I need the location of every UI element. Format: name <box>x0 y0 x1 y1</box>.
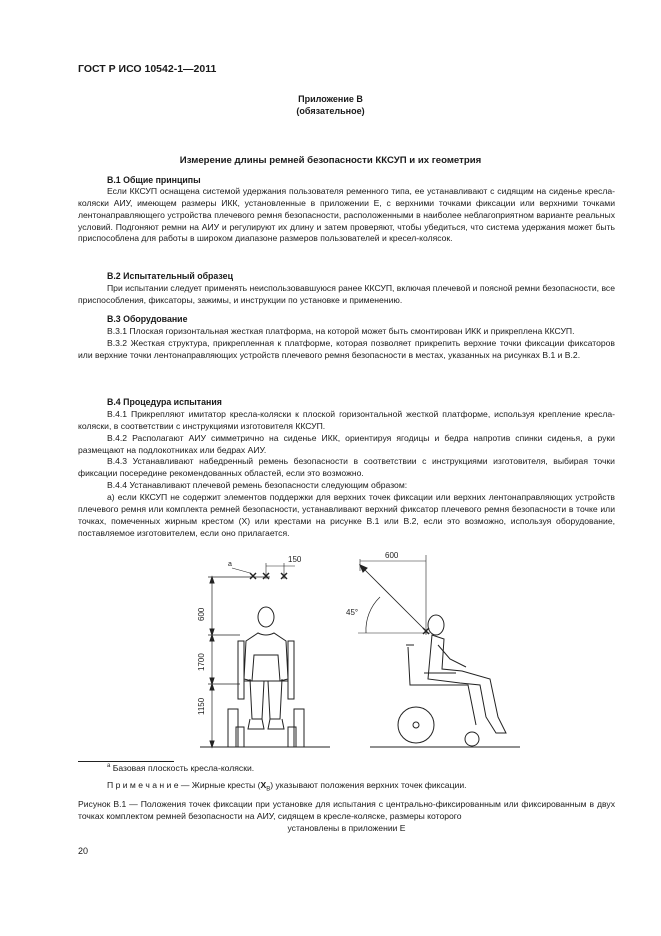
paragraph: В.4.1 Прикрепляют имитатор кресла-коляски к плоской горизонтальной жесткой платформе, используя крепление кресла-коляски, в соответствии с инструкциями изготовителя ККСУП. <box>78 409 615 431</box>
footnote-rule <box>78 761 174 762</box>
section-heading-b1: В.1 Общие принципы <box>107 175 201 185</box>
note-label: П р и м е ч а н и е <box>107 780 179 790</box>
footnote <box>107 763 254 775</box>
angle-line <box>360 565 428 633</box>
paragraph: В.3.1 Плоская горизонтальная жесткая платформа, на которой может быть смонтирован ИКК и прикреплена ККСУП. <box>107 326 575 336</box>
figure-b1 <box>180 549 600 754</box>
footnote-text: Базовая плоскость кресла-коляски. <box>112 763 255 773</box>
figure-caption <box>78 799 615 835</box>
dim-label-150: 150 <box>288 555 302 564</box>
footnote-marker: a <box>107 763 111 770</box>
section-heading-b4: В.4 Процедура испытания <box>107 397 222 407</box>
anchor-crosses <box>250 573 287 579</box>
paragraph: В.3.2 Жесткая структура, прикрепленная к платформе, которая позволяет прикрепить верхние точки фиксации фиксаторов или верхние точки лентонаправляющих устройств плечевого ремня безопасности в местах, указанных на рисунках В.1 и В.2. <box>78 337 615 360</box>
section-b3-body <box>78 326 615 362</box>
document-code: ГОСТ Р ИСО 10542-1—2011 <box>78 63 217 75</box>
angle-label: 45° <box>346 608 359 617</box>
appendix-title: Приложение В <box>298 94 363 104</box>
footnote-marker-a: a <box>228 561 232 568</box>
dim-label-1150: 1150 <box>197 697 206 715</box>
dim-label-600-left: 600 <box>197 607 206 621</box>
note-symbol: X <box>260 780 267 790</box>
dummy-side-view <box>428 615 506 733</box>
wheelchair-front-view <box>228 641 304 747</box>
dim-label-600-top: 600 <box>385 551 399 560</box>
section-b4-body <box>78 409 615 539</box>
dim-label-1700: 1700 <box>197 653 206 671</box>
note-symbol-sub: B <box>266 786 271 793</box>
dummy-front-view <box>244 607 288 729</box>
paragraph: При испытании следует применять неиспользовавшуюся ранее ККСУП, включая плечевой и поясной ремни безопасности, все приспособления, фиксаторы, зажимы, и инструкции по установке и применению. <box>78 283 615 305</box>
caption-line-1: Рисунок В.1 — Положения точек фиксации при установке для испытания с центрально-фиксированным или фиксированным в двух точках комплектом ремней безопасности на АИУ, сидящем в кресле-коляске, размеры которого <box>78 799 615 821</box>
section-heading-b3: В.3 Оборудование <box>107 314 188 324</box>
section-b2-body <box>78 283 615 307</box>
caption-line-2: установлены в приложении Е <box>287 822 406 833</box>
paragraph: Если ККСУП оснащена системой удержания пользователя ременного типа, ее устанавливают с сидящим на сиденье кресла-коляски АИУ, имеющем размеры ИКК, установленные в приложении Е, с верхними точками фиксации или верхними точками лентонаправляющего устройства плечевого ремня безопасности, расположенными в наиболее неблагоприятном варианте реальных условий. Подгоняют ремни на АИУ и регулируют их длину и затем проверяют, чтобы убедиться, что система удержания может быть приспособлена для работы в широком диапазоне размеров пользователей и кресел-колясок. <box>78 186 615 244</box>
paragraph: В.4.3 Устанавливают набедренный ремень безопасности в соответствии с инструкциями изготовителя, выбирая точки фиксации посередине рекомендованных областей, если это возможно. <box>78 456 615 479</box>
note-text-after: ) указывают положения верхних точек фиксации. <box>270 780 467 790</box>
page-number: 20 <box>78 846 89 856</box>
note-text-before: — Жирные кресты ( <box>178 780 261 790</box>
paragraph: В.4.4 Устанавливают плечевой ремень безопасности следующим образом: <box>107 480 408 491</box>
wheelchair-side-view <box>398 645 479 746</box>
paragraph: В.4.2 Располагают АИУ симметрично на сиденье ИКК, ориентируя ягодицы и бедра напротив спинки сиденья, а руки размещают на подлокотниках или бедрах АИУ. <box>78 432 615 455</box>
section-heading-b2: В.2 Испытательный образец <box>107 271 233 281</box>
section-b1-body <box>78 186 615 245</box>
main-title: Измерение длины ремней безопасности ККСУП и их геометрия <box>179 155 482 166</box>
appendix-status: (обязательное) <box>296 106 365 116</box>
paragraph: а) если ККСУП не содержит элементов поддержки для верхних точек фиксации или верхних лентонаправляющих устройств плечевого ремня или комплекта ремней безопасности, устанавливают верхний фиксатор плечевого ремня безопасности в точке или точках, помеченных жирным крестом (X) или крестами на рисунке В.1 или В.2, если это возможно, используя оборудование, поставляемое изготовителем, если оно прилагается. <box>78 492 615 538</box>
figure-note <box>107 780 467 794</box>
